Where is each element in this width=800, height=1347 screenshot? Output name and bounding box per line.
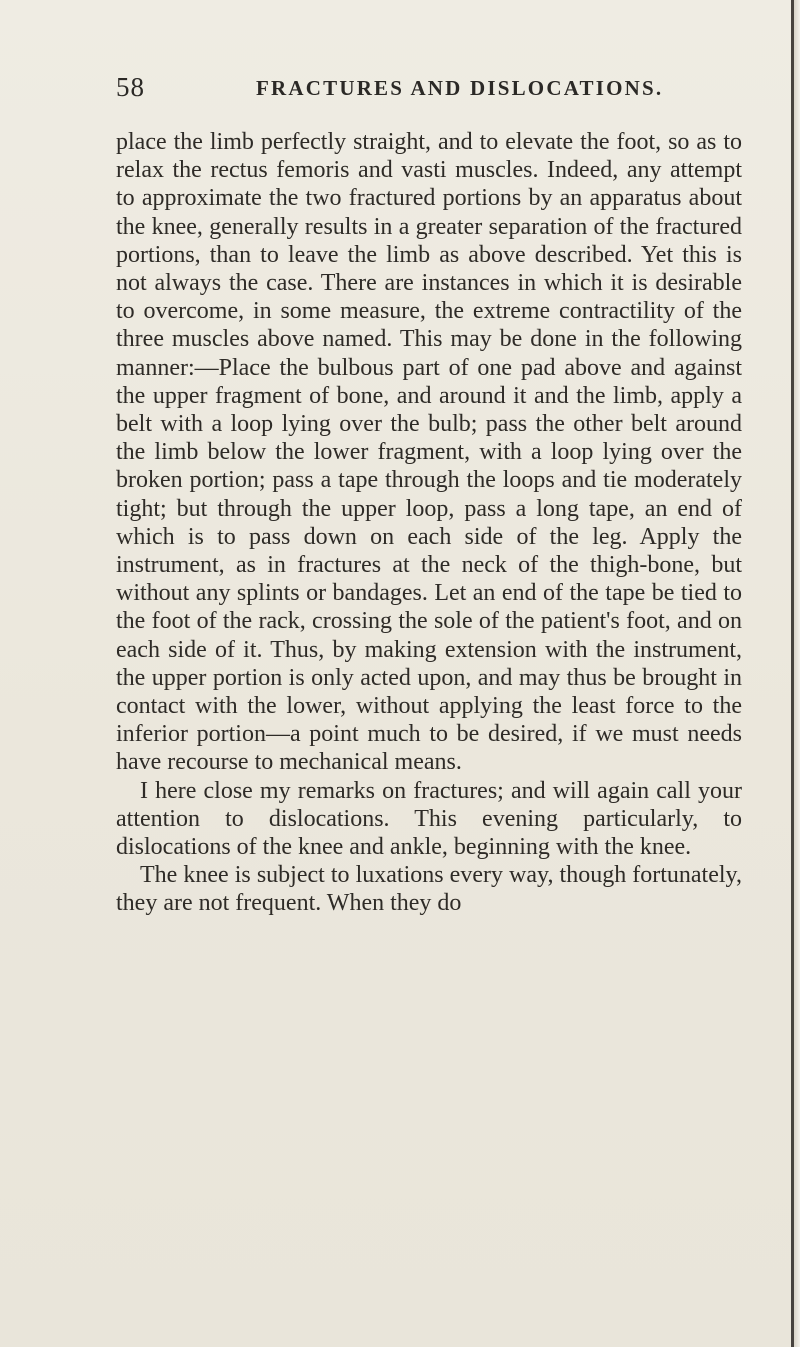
page-edge-line: [791, 0, 794, 1347]
page-edge-shadow: [794, 0, 800, 1347]
page-number: 58: [116, 72, 145, 102]
paragraph-knee-luxations: The knee is subject to luxations every way, though fortunately, they are not frequent. When they do: [116, 862, 742, 917]
body-text: [116, 128, 742, 918]
page-header: [116, 72, 726, 112]
running-head: FRACTURES AND DISLOCATIONS.: [256, 76, 664, 100]
paragraph-closing-fractures: I here close my remarks on fractures; and will again call your attention to dislocations. This evening particularly, to dislocations of the knee and ankle, beginning with the knee.: [116, 777, 742, 861]
paragraph-continued: place the limb perfectly straight, and to elevate the foot, so as to relax the rectus femoris and vasti muscles. Indeed, any attempt to approximate the two fractured portions by an apparatus about the knee, generally results in a greater separation of the fractured portions, than to leave the limb as above described. Yet this is not always the case. There are instances in which it is desirable to overcome, in some measure, the extreme contractility of the three muscles above named. This may be done in the following manner:—Place the bulbous part of one pad above and against the upper fragment of bone, and around it and the limb, apply a belt with a loop lying over the bulb; pass the other belt around the limb below the lower fragment, with a loop lying over the broken portion; pass a tape through the loops and tie moderately tight; but through the upper loop, pass a long tape, an end of which is to pass down on each side of the leg. Apply the instrument, as in fractures at the neck of the thigh-bone, but without any splints or bandages. Let an end of the tape be tied to the foot of the rack, crossing the sole of the patient's foot, and on each side of it. Thus, by making extension with the instrument, the upper portion is only acted upon, and may thus be brought in contact with the lower, without applying the least force to the inferior portion—a point much to be desired, if we must needs have recourse to mechanical means.: [116, 129, 742, 776]
